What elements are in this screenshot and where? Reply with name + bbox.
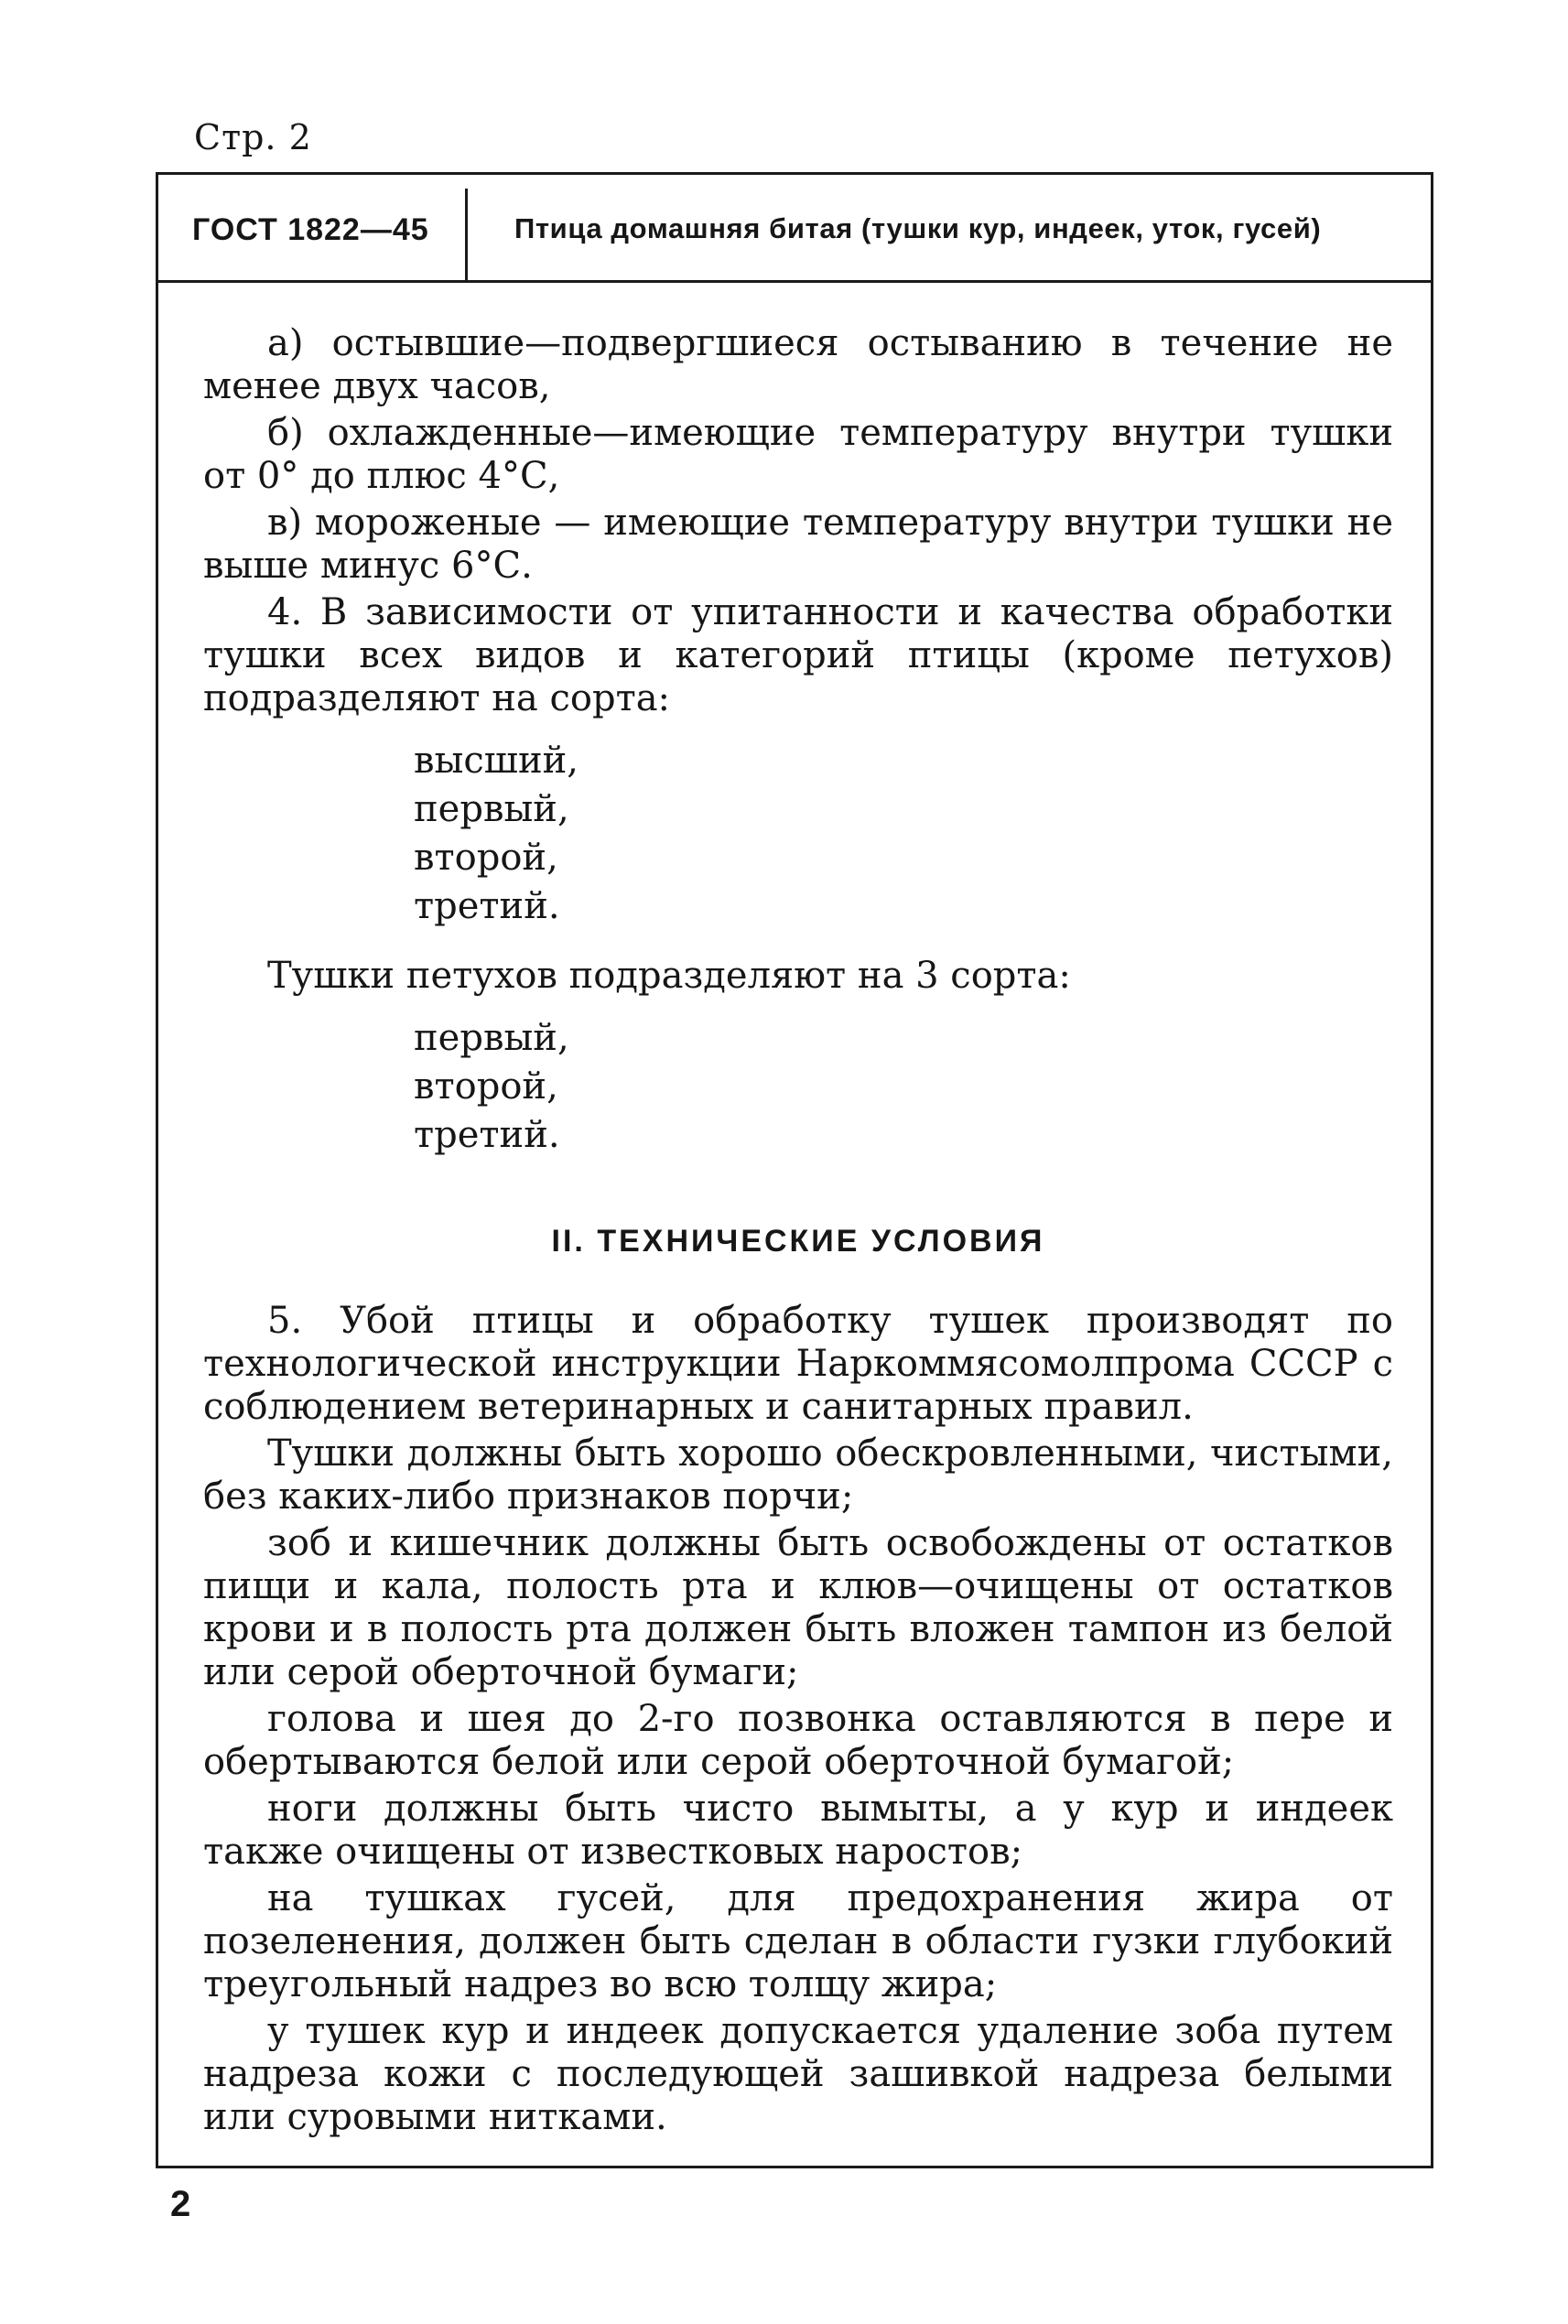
- list-item: третий.: [414, 885, 560, 927]
- section-heading: II. ТЕХНИЧЕСКИЕ УСЛОВИЯ: [551, 1224, 1045, 1259]
- paragraph: 5. Убой птицы и обработку тушек производят по технологической инструкции Наркоммясомолпрома СССР с соблюдением ветеринарных и санитарных правил.: [203, 1300, 1393, 1428]
- header-bottom-rule: [156, 280, 1433, 283]
- rooster-grades-list: [414, 1014, 1393, 1160]
- list-item: второй,: [414, 837, 558, 879]
- paragraph: а) остывшие—подвергшиеся остыванию в течение не менее двух часов,: [203, 322, 1393, 407]
- paragraph: ноги должны быть чисто вымыты, а у кур и индеек также очищены от известковых наростов;: [203, 1788, 1393, 1873]
- paragraph: б) охлажденные—имеющие температуру внутри тушки от 0° до плюс 4°С,: [203, 412, 1393, 497]
- paragraph: в) мороженые — имеющие температуру внутри тушки не выше минус 6°С.: [203, 502, 1393, 587]
- list-item: первый,: [414, 1017, 569, 1059]
- paragraph: Тушки петухов подразделяют на 3 сорта:: [267, 955, 1071, 997]
- paragraph: у тушек кур и индеек допускается удаление зоба путем надреза кожи с последующей зашивкой надреза белыми или суровыми нитками.: [203, 2010, 1393, 2138]
- document-body: [203, 322, 1393, 2139]
- list-item: второй,: [414, 1065, 558, 1108]
- list-item: первый,: [414, 788, 569, 830]
- list-item: высший,: [414, 740, 579, 782]
- grades-list: [414, 737, 1393, 931]
- header-divider: [465, 189, 468, 280]
- standard-title: Птица домашняя битая (тушки кур, индеек, уток, гусей): [514, 212, 1322, 244]
- header-top-rule: [156, 172, 1433, 175]
- standard-code: ГОСТ 1822—45: [192, 212, 429, 247]
- footer-rule: [156, 2166, 1433, 2168]
- paragraph: зоб и кишечник должны быть освобождены от остатков пищи и кала, полость рта и клюв—очищены от остатков крови и в полость рта должен быть вложен тампон из белой или серой оберточной бумаги;: [203, 1522, 1393, 1693]
- paragraph: 4. В зависимости от упитанности и качества обработки тушки всех видов и категорий птицы (кроме петухов) подразделяют на сорта:: [203, 591, 1393, 719]
- page-number: 2: [170, 2184, 191, 2224]
- list-item: третий.: [414, 1114, 560, 1156]
- page-label: Стр. 2: [194, 117, 312, 157]
- paragraph: на тушках гусей, для предохранения жира от позеленения, должен быть сделан в области гузки глубокий треугольный надрез во всю толщу жира;: [203, 1877, 1393, 2005]
- paragraph: Тушки должны быть хорошо обескровленными, чистыми, без каких-либо признаков порчи;: [203, 1432, 1393, 1518]
- paragraph: голова и шея до 2-го позвонка оставляются в пере и обертываются белой или серой оберточной бумагой;: [203, 1698, 1393, 1783]
